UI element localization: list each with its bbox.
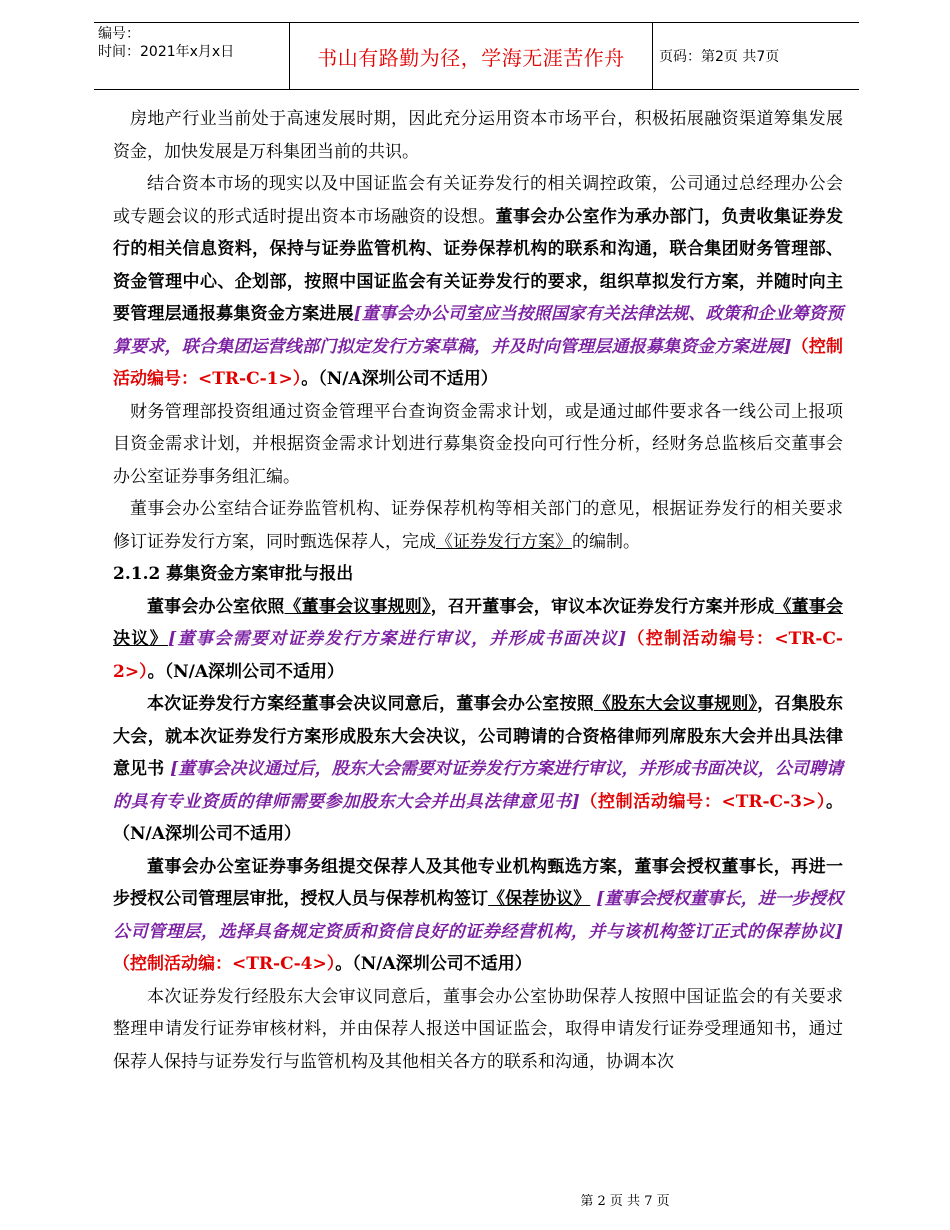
section-heading: 2.1.2 募集资金方案审批与报出	[113, 564, 354, 584]
paragraph-6-text: 本次证券发行方案经董事会决议同意后，董事会办公室按照	[147, 694, 594, 714]
paragraph-6-na: 。（N/A深圳公司不适用）	[113, 791, 843, 844]
paragraph-7	[113, 851, 843, 981]
paragraph-5	[113, 591, 843, 689]
paragraph-4-end: 的编制。	[572, 531, 640, 552]
paragraph-7-text: 董事会办公室证券事务组提交保荐人及其他专业机构甄选方案，董事会授权董事长，再进一步授权公司管理层审批，授权人员与保荐机构签订	[113, 856, 843, 909]
paragraph-2-na: 。（N/A深圳公司不适用）	[301, 369, 498, 389]
paragraph-4-text: 董事会办公室结合证券监管机构、证券保荐机构等相关部门的意见，根据证券发行的相关要求修订证券发行方案，同时甄选保荐人，完成	[113, 499, 843, 552]
paragraph-6-control-note: [董事会决议通过后，股东大会需要对证券发行方案进行审议，并形成书面决议，公司聘请的具有专业资质的律师需要参加股东大会并出具法律意见书]	[113, 759, 844, 812]
page-footer	[0, 1190, 950, 1209]
time-label: 时间：2021年x月x日	[98, 44, 235, 60]
serial-label: 编号：	[98, 26, 140, 42]
paragraph-1: 房地产行业当前处于高速发展时期，因此充分运用资本市场平台，积极拓展融资渠道筹集发展资金，加快发展是万科集团当前的共识。	[113, 109, 843, 162]
page-header	[94, 22, 859, 90]
control-id-tr-c-2: （控制活动编号：<TR-C-2>）	[113, 629, 843, 682]
paragraph-2-control-note: [董事会办公司室应当按照国家有关法律法规、政策和企业筹资预算要求，联合集团运营线部门拟定发行方案草稿，并及时向管理层通报募集资金方案进展]	[113, 304, 844, 357]
paragraph-2	[113, 168, 843, 396]
paragraph-5-text: 董事会办公室依照	[147, 596, 285, 617]
control-id-tr-c-4: （控制活动编：<TR-C-4>）	[113, 954, 336, 974]
paragraph-5-control-note: [董事会需要对证券发行方案进行审议，并形成书面决议]	[168, 629, 627, 649]
header-page-info: 页码：第2页 共7页	[659, 49, 780, 65]
footer-page-number: 第 2 页 共 7 页	[580, 1194, 670, 1209]
header-meta	[94, 23, 289, 89]
control-id-tr-c-3: （控制活动编号：<TR-C-3>）	[579, 791, 826, 812]
paragraph-3: 财务管理部投资组通过资金管理平台查询资金需求计划，或是通过邮件要求各一线公司上报项目资金需求计划，并根据资金需求计划进行募集资金投向可行性分析，经财务总监核后交董事会办公室证券事务组汇编。	[113, 401, 843, 487]
paragraph-2-intro: 结合资本市场的现实以及中国证监会有关证券发行的相关调控政策，公司通过总经理办公会或专题会议的形式适时提出资本市场融资的设想。	[113, 174, 843, 227]
paragraph-4	[113, 493, 843, 558]
doc-ref-board-rules: 《董事会议事规则》	[284, 596, 431, 617]
header-motto: 书山有路勤为径，学海无涯苦作舟	[289, 23, 653, 89]
doc-ref-board-resolution: 《董事会决议》	[113, 596, 843, 649]
doc-ref-shareholder-rules: 《股东大会议事规则》	[593, 694, 758, 714]
paragraph-8: 本次证券发行经股东大会审议同意后，董事会办公室协助保荐人按照中国证监会的有关要求整理申请发行证券审核材料，并由保荐人报送中国证监会，取得申请发行证券受理通知书，通过保荐人保持与证券发行与监管机构及其他相关各方的联系和沟通，协调本次	[113, 986, 843, 1072]
control-id-tr-c-1: （控制活动编号：<TR-C-1>）	[113, 336, 844, 389]
paragraph-7-na: 。（N/A深圳公司不适用）	[335, 954, 532, 974]
paragraph-2-bold: 董事会办公室作为承办部门，负责收集证券发行的相关信息资料，保持与证券监管机构、证券保荐机构的联系和沟通，联合集团财务管理部、资金管理中心、企划部，按照中国证监会有关证券发行的要求，组织草拟发行方案，并随时向主要管理层通报募集资金方案进展	[113, 206, 844, 324]
paragraph-7-control-note: [董事会授权董事长，进一步授权公司管理层，选择具备规定资质和资信良好的证券经营机构，并与该机构签订正式的保荐协议]	[113, 889, 844, 942]
document-body	[113, 103, 843, 1078]
paragraph-6-mid: ，召集股东大会，就本次证券发行方案形成股东大会决议，公司聘请的合资格律师列席股东大会并出具法律意见书	[113, 694, 843, 779]
doc-ref-sponsor-agreement: 《保荐协议》	[488, 889, 591, 909]
paragraph-6	[113, 688, 843, 851]
doc-ref-securities-plan: 《证券发行方案》	[436, 531, 572, 552]
paragraph-5-mid: ，召开董事会，审议本次证券发行方案并形成	[430, 596, 775, 617]
paragraph-5-na: 。（N/A深圳公司不适用）	[147, 661, 345, 682]
